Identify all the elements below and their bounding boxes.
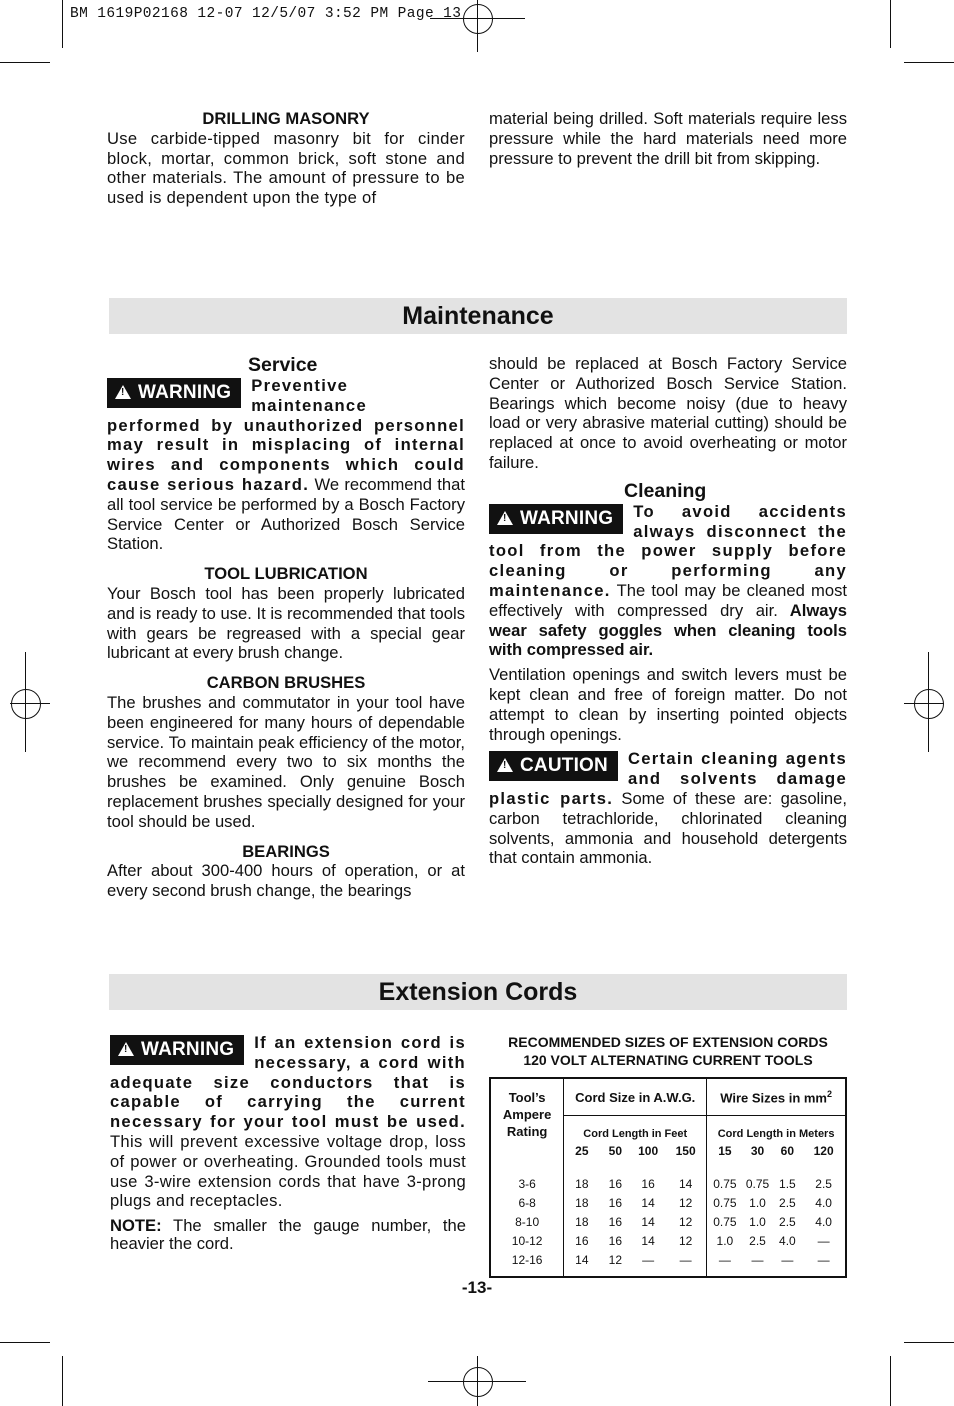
drilling-left-column bbox=[107, 109, 465, 208]
maintenance-title: Maintenance bbox=[109, 298, 847, 334]
cleaning-heading: Cleaning bbox=[624, 479, 707, 502]
crop-mark bbox=[904, 1342, 954, 1343]
cleaning-text: The tool may be cleaned most effectively with compressed dry air. bbox=[489, 580, 847, 620]
extension-left-column bbox=[110, 1033, 466, 1253]
warning-triangle-icon: ! bbox=[118, 1042, 134, 1056]
caution-badge: ! CAUTION bbox=[489, 751, 618, 781]
cleaning-goggles-text: Always wear safety goggles when cleaning tools with compressed air. bbox=[489, 600, 847, 660]
drilling-heading: DRILLING MASONRY bbox=[202, 109, 370, 128]
table-row: 8-10 18 16 14 12 0.75 1.0 2.5 4.0 bbox=[490, 1212, 846, 1231]
maintenance-right-column bbox=[489, 354, 847, 868]
drilling-right-column bbox=[489, 109, 847, 168]
brushes-heading: CARBON BRUSHES bbox=[206, 673, 366, 693]
note-text: The smaller the gauge number, the heavier the cord. bbox=[110, 1216, 466, 1254]
crop-mark bbox=[890, 1356, 891, 1406]
extension-text: This will prevent excessive voltage drop, loss of power or overheating. Grounded tools must use 3-wire extension cords that have 3-prong plugs and receptacles. bbox=[110, 1131, 466, 1211]
warning-badge: ! WARNING bbox=[110, 1035, 244, 1065]
awg-header: Cord Size in A.W.G. bbox=[564, 1078, 707, 1116]
warning-triangle-icon: ! bbox=[497, 758, 513, 772]
feet-value: 50 bbox=[608, 1144, 622, 1158]
crop-mark bbox=[0, 1342, 50, 1343]
feet-value: 150 bbox=[675, 1144, 696, 1158]
bearings-text: After about 300-400 hours of operation, or at every second brush change, the bearings bbox=[107, 861, 465, 901]
print-slug: BM 1619P02168 12-07 12/5/07 3:52 PM Page 13 bbox=[70, 6, 462, 22]
crop-mark bbox=[62, 1356, 63, 1406]
registration-circle-icon bbox=[914, 689, 944, 719]
warning-triangle-icon: ! bbox=[497, 511, 513, 525]
bearings-text-continued: should be replaced at Bosch Factory Service Center or Authorized Bosch Service Station. Bearings which become noisy (due to heavy load or very abrasive material cutting) should be replaced at once to avoid overheating or motor failure. bbox=[489, 354, 847, 472]
ampere-rating-header: Tool’s Ampere Rating bbox=[502, 1090, 552, 1139]
feet-header: Cord Length in Feet bbox=[564, 1116, 707, 1140]
crop-mark bbox=[0, 62, 50, 63]
lubrication-heading: TOOL LUBRICATION bbox=[204, 564, 368, 584]
ventilation-text: Ventilation openings and switch levers must be kept clean and free of foreign matter. Do not attempt to clean by inserting pointed objects through openings. bbox=[489, 665, 847, 744]
feet-value: 25 bbox=[564, 1140, 600, 1162]
crop-mark bbox=[62, 0, 63, 48]
registration-circle-icon bbox=[463, 1367, 493, 1397]
feet-value: 100 bbox=[638, 1144, 659, 1158]
brushes-text: The brushes and commutator in your tool have been engineered for many hours of dependable service. To maintain peak efficiency of the motor, we recommend every two to six months the brushes be examined. Only genuine Bosch replacement brushes specially designed for your tool should be used. bbox=[107, 692, 465, 831]
table-row: 12-16 14 12 — — — — — — bbox=[490, 1250, 846, 1269]
table-row: 3-6 18 16 16 14 0.75 0.75 1.5 2.5 bbox=[490, 1174, 846, 1193]
extension-warning-text: If an extension cord is necessary, a cord with adequate size conductors that is capable of carrying the current necessary for your tool must be used. bbox=[110, 1033, 466, 1132]
table-row: 10-12 16 16 14 12 1.0 2.5 4.0 — bbox=[490, 1231, 846, 1250]
note-label: NOTE: bbox=[110, 1216, 162, 1236]
drilling-text-continued: material being drilled. Soft materials require less pressure while the hard materials need more pressure to prevent the drill bit from skipping. bbox=[489, 109, 847, 168]
registration-circle-icon bbox=[463, 4, 493, 34]
meters-value: 30 bbox=[750, 1144, 765, 1158]
meters-value: 120 bbox=[813, 1144, 834, 1158]
meters-header: Cord Length in Meters bbox=[707, 1116, 846, 1140]
warning-badge: ! WARNING bbox=[489, 504, 623, 534]
service-heading: Service bbox=[248, 354, 318, 376]
table-title-line-1: RECOMMENDED SIZES OF EXTENSION CORDS bbox=[508, 1034, 828, 1050]
page-number: -13- bbox=[461, 1278, 493, 1297]
meters-value: 60 bbox=[780, 1144, 795, 1158]
registration-circle-icon bbox=[11, 689, 41, 719]
warning-triangle-icon: ! bbox=[115, 385, 131, 399]
lubrication-text: Your Bosch tool has been properly lubricated and is ready to use. It is recommended that tools with gears be regreased with a special gear lubricant at every brush change. bbox=[107, 583, 465, 663]
mm-header: Wire Sizes in $mm^2$ bbox=[707, 1078, 846, 1116]
caution-text-bold: Certain cleaning agents and solvents damage plastic parts. bbox=[489, 749, 847, 808]
bearings-heading: BEARINGS bbox=[242, 841, 330, 861]
cleaning-warning-text: To avoid accidents always disconnect the tool from the power supply before cleaning or performing any maintenance. bbox=[489, 501, 847, 600]
service-text: We recommend that all tool service be performed by a Bosch Factory Service Center or Authorized Bosch Service Station. bbox=[107, 474, 465, 554]
table-row: 6-8 18 16 14 12 0.75 1.0 2.5 4.0 bbox=[490, 1193, 846, 1212]
warning-badge: ! WARNING bbox=[107, 378, 241, 408]
caution-text: Some of these are: gasoline, carbon tetrachloride, chlorinated cleaning solvents, ammonia and household detergents that contain ammonia. bbox=[489, 788, 847, 868]
meters-value: 15 bbox=[707, 1140, 743, 1162]
crop-mark bbox=[890, 0, 891, 48]
service-warning-text: Preventive maintenance performed by unauthorized personnel may result in misplacing of internal wires and components which could cause serious hazard. bbox=[107, 376, 465, 494]
extension-cord-table bbox=[489, 1077, 847, 1278]
extension-cords-title: Extension Cords bbox=[109, 974, 847, 1010]
maintenance-left-column bbox=[107, 354, 465, 901]
crop-mark bbox=[904, 62, 954, 63]
table-title-line-2: 120 VOLT ALTERNATING CURRENT TOOLS bbox=[523, 1052, 813, 1068]
drilling-text: Use carbide-tipped masonry bit for cinder block, mortar, common brick, soft stone and other materials. The amount of pressure to be used is dependent upon the type of bbox=[107, 128, 465, 208]
